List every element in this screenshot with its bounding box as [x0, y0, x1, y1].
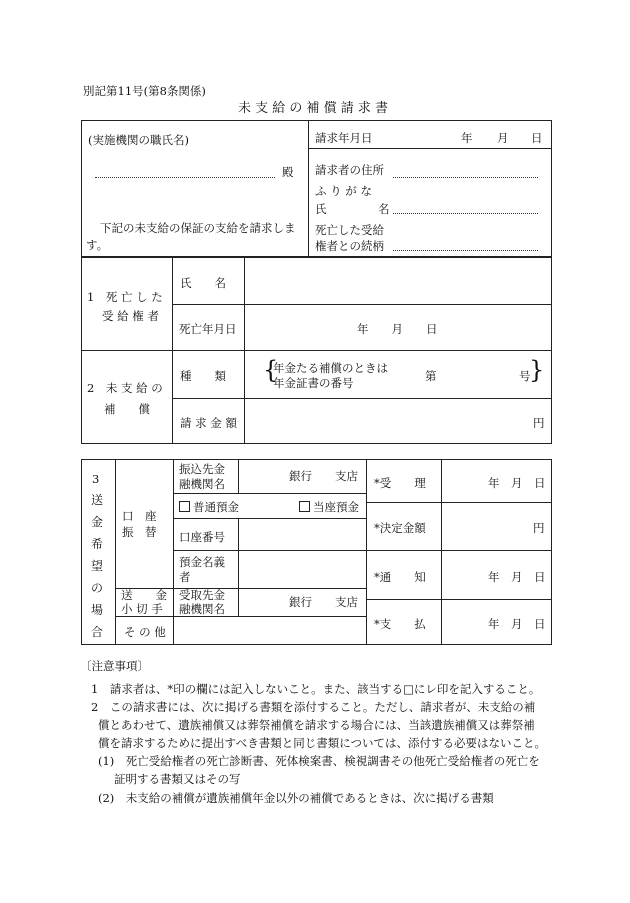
holder-label: 預金名義 [179, 555, 225, 569]
note-4: (2) 未支給の補償が遺族補償年金以外の補償であるときは、次に掲げる書類 [98, 791, 494, 805]
address-label: 請求者の住所 [315, 163, 384, 177]
bank-label: 振込先金 [179, 462, 225, 476]
name-label-2: 名 [378, 202, 390, 216]
check-label: 送 金 [121, 588, 167, 602]
vchar: 金 [90, 515, 103, 529]
checkbox-icon[interactable] [299, 501, 310, 512]
recv-bank-label-2: 融機関名 [179, 602, 225, 616]
decision-amount-label: *決定金額 [374, 521, 426, 535]
month-label: 月 [497, 131, 509, 145]
vchar: 望 [90, 559, 103, 573]
address-field[interactable] [393, 177, 538, 178]
account-transfer-label-2: 振 替 [122, 525, 157, 539]
receipt-label: *受 理 [374, 476, 426, 490]
note-2: 2 この請求書には、次に掲げる書類を添付すること。ただし、請求者が、未支給の補 [91, 700, 536, 714]
deceased-title: 1 死 亡 し た [87, 290, 163, 304]
toza-checkbox[interactable] [299, 499, 359, 515]
request-date-label: 請求年月日 [315, 131, 373, 145]
vchar: の [90, 581, 103, 595]
vchar: 希 [90, 537, 103, 551]
note-3b: 証明する書類又はその写 [114, 772, 241, 786]
death-date-label: 死亡年月日 [179, 322, 237, 336]
futsu-checkbox[interactable] [179, 499, 239, 515]
receipt-date: 年 月 日 [488, 476, 546, 490]
section3-num: 3 [92, 472, 100, 486]
bank-value[interactable]: 銀行 支店 [289, 469, 358, 483]
year-label: 年 [461, 131, 473, 145]
pension-note-2: 年金証書の番号 [273, 376, 354, 390]
remittance-section [81, 459, 552, 645]
payment-label: *支 払 [374, 617, 426, 631]
furigana-label: ふ り が な [315, 184, 372, 198]
dai-label: 第 [425, 369, 437, 383]
amount-yen: 円 [533, 416, 545, 430]
bracket-left: { [263, 356, 279, 384]
deceased-name-label: 氏 名 [180, 276, 226, 290]
unpaid-title: 2 未 支 給 の [87, 381, 163, 395]
recv-bank-label: 受取先金 [179, 588, 225, 602]
form-title: 未 支 給 の 補 償 請 求 書 [238, 101, 389, 116]
relation-label-2: 権者との続柄 [315, 239, 384, 253]
notice-date: 年 月 日 [488, 570, 546, 584]
section3-vertical-label [89, 489, 105, 643]
vchar: 合 [90, 625, 103, 639]
day-label: 日 [531, 131, 543, 145]
relation-label: 死亡した受給 [315, 223, 384, 237]
bracket-right: } [529, 356, 545, 384]
unpaid-title-2: 補 償 [104, 402, 150, 416]
recv-bank-value[interactable]: 銀行 支店 [289, 595, 358, 609]
vchar: 場 [90, 603, 103, 617]
decision-amount-yen: 円 [533, 521, 545, 535]
account-transfer-label: 口 座 [122, 509, 157, 523]
form-id: 別記第11号(第8条関係) [83, 84, 206, 98]
relation-field[interactable] [393, 250, 538, 251]
holder-label-2: 者 [179, 570, 191, 584]
kind-label: 種 類 [180, 369, 226, 383]
amount-label: 請 求 金 額 [180, 416, 237, 430]
payment-date: 年 月 日 [488, 617, 546, 631]
note-1: 1 請求者は、*印の欄には記入しないこと。また、該当する□にレ印を記入すること。 [91, 682, 541, 696]
futsu-label: 普通預金 [193, 500, 239, 514]
toza-label: 当座預金 [313, 500, 359, 514]
note-2b: 償とあわせて、遺族補償又は葬祭補償を請求する場合には、当該遺族補償又は葬祭補 [98, 718, 535, 732]
dono-label: 殿 [282, 165, 294, 179]
other-label: そ の 他 [124, 625, 166, 639]
note-2c: 償を請求するために提出すべき書類と同じ書類については、添付する必要はないこと。 [98, 736, 547, 750]
gou-label: 号 [519, 369, 531, 383]
vchar: 送 [90, 493, 103, 507]
notes-heading: 〔注意事項〕 [80, 659, 149, 673]
checkbox-icon[interactable] [179, 501, 190, 512]
bank-label-2: 融機関名 [179, 477, 225, 491]
check-label-2: 小 切 手 [121, 602, 163, 616]
notice-label: *通 知 [374, 570, 426, 584]
request-text: 下記の未支給の保証の支給を請求しま [100, 221, 296, 235]
name-field[interactable] [393, 213, 538, 214]
death-date-value: 年 月 日 [357, 322, 438, 336]
deceased-title-2: 受 給 権 者 [102, 309, 159, 323]
name-label: 氏 [315, 202, 327, 216]
agency-label: (実施機関の職氏名) [88, 133, 189, 147]
pension-note: 年金たる補償のときは [273, 361, 388, 375]
note-3: (1) 死亡受給権者の死亡診断書、死体検案書、検視調書その他死亡受給権者の死亡を [98, 754, 540, 768]
request-text-2: す。 [86, 238, 109, 252]
account-number-label: 口座番号 [179, 530, 225, 544]
